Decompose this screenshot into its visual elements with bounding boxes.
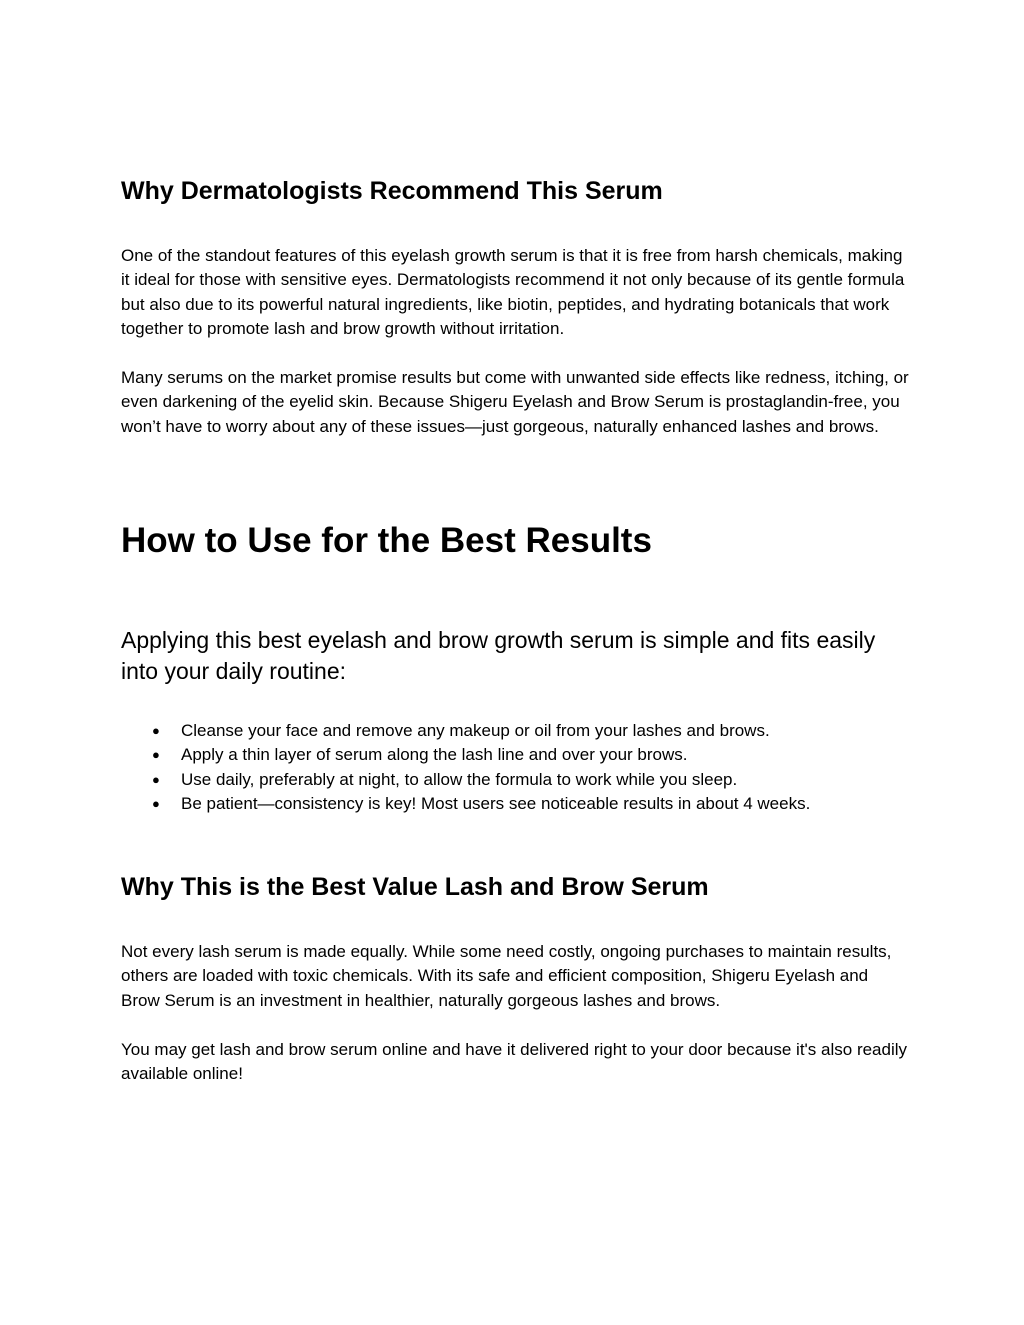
section-heading-best-value: Why This is the Best Value Lash and Brow Serum <box>121 873 709 901</box>
bullet-icon: ● <box>152 723 160 738</box>
paragraph-dermatologists-1: One of the standout features of this eyelash growth serum is that it is free from harsh chemicals, making it ideal for those with sensitive eyes. Dermatologists recommend it not only because of its gentle formula but also due to its powerful natural ingredients, like biotin, peptides, and hydrating botanicals that work together to promote lash and brow growth without irritation. <box>121 246 905 338</box>
list-item <box>121 719 911 743</box>
list-item <box>121 792 911 816</box>
bullet-icon: ● <box>152 747 160 763</box>
list-item <box>121 768 911 792</box>
list-item <box>121 743 911 767</box>
step-text: Use daily, preferably at night, to allow the formula to work while you sleep. <box>181 769 738 789</box>
paragraph-dermatologists-2: Many serums on the market promise results but come with unwanted side effects like redness, itching, or even darkening of the eyelid skin. Because Shigeru Eyelash and Brow Serum is prostaglandin-free, you won’t have to worry about any of these issues—just gorgeous, naturally enhanced lashes and brows. <box>121 368 909 436</box>
paragraph-best-value-2: You may get lash and brow serum online and have it delivered right to your door because it's also readily available online! <box>121 1040 908 1084</box>
steps-list <box>121 719 911 816</box>
section-heading-dermatologists: Why Dermatologists Recommend This Serum <box>121 177 663 205</box>
step-text: Cleanse your face and remove any makeup or oil from your lashes and brows. <box>181 721 770 740</box>
how-to-use-intro: Applying this best eyelash and brow growth serum is simple and fits easily into your daily routine: <box>121 627 876 684</box>
step-text: Be patient—consistency is key! Most users see noticeable results in about 4 weeks. <box>181 793 811 813</box>
bullet-icon: ● <box>152 795 160 811</box>
paragraph-best-value-1: Not every lash serum is made equally. While some need costly, ongoing purchases to maintain results, others are loaded with toxic chemicals. With its safe and efficient composition, Shigeru Eyelash and Brow Serum is an investment in healthier, naturally gorgeous lashes and brows. <box>121 942 892 1010</box>
bullet-icon: ● <box>152 771 160 787</box>
section-heading-how-to-use: How to Use for the Best Results <box>121 521 652 560</box>
step-text: Apply a thin layer of serum along the lash line and over your brows. <box>181 745 688 765</box>
